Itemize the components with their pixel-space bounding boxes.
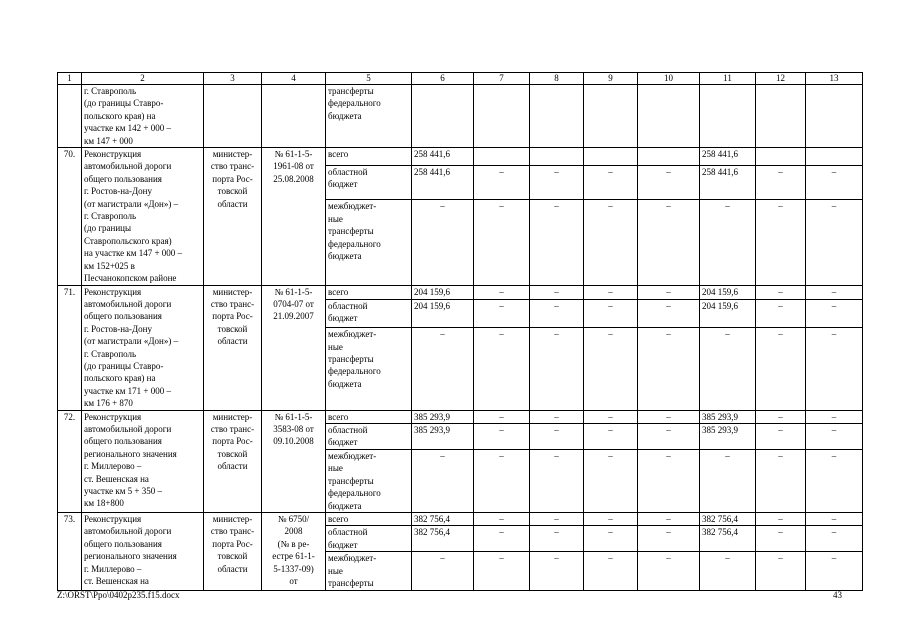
funding-source: всего	[326, 148, 412, 166]
amount-cell: –	[474, 285, 530, 300]
expertise-doc: № 61-1-5- 1961-08 от 25.08.2008	[262, 148, 326, 285]
amount-cell: –	[474, 300, 530, 328]
customer: министер- ство транс- порта Рос- товской области	[204, 285, 262, 410]
amount-cell: –	[584, 526, 638, 552]
column-header: 12	[756, 73, 806, 85]
column-header: 13	[806, 73, 863, 85]
funding-source: областной бюджет	[326, 526, 412, 552]
amount-cell: –	[806, 165, 863, 200]
funding-source: областной бюджет	[326, 423, 412, 449]
row-number: 73.	[58, 513, 82, 591]
amount-cell: –	[638, 410, 700, 423]
amount-cell: –	[474, 513, 530, 526]
amount-cell: –	[530, 526, 584, 552]
amount-cell: –	[756, 328, 806, 410]
amount-cell: –	[474, 526, 530, 552]
column-header: 9	[584, 73, 638, 85]
amount-cell: –	[756, 526, 806, 552]
amount-cell: –	[412, 552, 474, 591]
amount-cell: –	[638, 552, 700, 591]
amount-cell: –	[638, 513, 700, 526]
amount-cell: –	[756, 449, 806, 512]
expertise-doc: № 61-1-5- 0704-07 от 21.09.2007	[262, 285, 326, 410]
amount-cell: –	[806, 552, 863, 591]
table-row	[58, 513, 863, 526]
amount-cell: 385 293,9	[700, 423, 756, 449]
funding-source: межбюджет- ные трансферты федерального бюджета	[326, 328, 412, 410]
amount-cell: –	[756, 200, 806, 285]
amount-cell: –	[530, 513, 584, 526]
column-header: 4	[262, 73, 326, 85]
amount-cell: –	[806, 423, 863, 449]
column-header: 3	[204, 73, 262, 85]
amount-cell: –	[756, 513, 806, 526]
amount-cell: –	[412, 200, 474, 285]
amount-cell: –	[584, 328, 638, 410]
amount-cell: –	[474, 165, 530, 200]
amount-cell: 382 756,4	[700, 526, 756, 552]
amount-cell: 204 159,6	[412, 285, 474, 300]
object-name: Реконструкция автомобильной дороги общего пользования г. Ростов-на-Дону (от магистрали «Дон») – г. Ставрополь (до границы Ставропольского края) на участке км 147 + 000 – км 152+025 в Песчанокопском районе	[82, 148, 204, 285]
column-header: 6	[412, 73, 474, 85]
table-row	[58, 85, 863, 148]
amount-cell: –	[756, 552, 806, 591]
amount-cell: –	[700, 552, 756, 591]
funding-source: областной бюджет	[326, 300, 412, 328]
amount-cell: 204 159,6	[412, 300, 474, 328]
amount-cell: –	[638, 328, 700, 410]
amount-cell: –	[806, 328, 863, 410]
funding-source: трансферты федерального бюджета	[326, 85, 412, 148]
funding-source: всего	[326, 285, 412, 300]
amount-cell: –	[638, 165, 700, 200]
amount-cell: 385 293,9	[412, 423, 474, 449]
amount-cell: –	[806, 200, 863, 285]
customer: министер- ство транс- порта Рос- товской области	[204, 513, 262, 591]
object-name: Реконструкция автомобильной дороги общего пользования регионального значения г. Миллерово – ст. Вешенская на	[82, 513, 204, 591]
amount-cell: 258 441,6	[412, 148, 474, 166]
header-row	[58, 73, 863, 85]
amount-cell: –	[638, 449, 700, 512]
amount-cell: –	[584, 165, 638, 200]
amount-cell: –	[584, 200, 638, 285]
object-name: Реконструкция автомобильной дороги общего пользования г. Ростов-на-Дону (от магистрали «Дон») – г. Ставрополь (до границы Ставро- польского края) на участке км 171 + 000 – км 176 + 870	[82, 285, 204, 410]
amount-cell: –	[584, 449, 638, 512]
amount-cell: 382 756,4	[700, 513, 756, 526]
amount-cell: –	[806, 300, 863, 328]
amount-cell: 385 293,9	[412, 410, 474, 423]
amount-cell: 382 756,4	[412, 513, 474, 526]
amount-cell: –	[806, 526, 863, 552]
amount-cell: –	[530, 200, 584, 285]
amount-cell: –	[530, 552, 584, 591]
amount-cell: –	[412, 328, 474, 410]
amount-cell: –	[530, 285, 584, 300]
funding-source: всего	[326, 513, 412, 526]
funding-source: областной бюджет	[326, 165, 412, 200]
column-header: 11	[700, 73, 756, 85]
amount-cell: –	[584, 300, 638, 328]
funding-source: межбюджет- ные трансферты федерального бюджета	[326, 200, 412, 285]
amount-cell: 204 159,6	[700, 300, 756, 328]
amount-cell: –	[806, 285, 863, 300]
amount-cell: –	[530, 423, 584, 449]
amount-cell: –	[584, 513, 638, 526]
column-header: 7	[474, 73, 530, 85]
amount-cell: –	[530, 300, 584, 328]
amount-cell: –	[700, 200, 756, 285]
amount-cell: –	[756, 423, 806, 449]
amount-cell: 258 441,6	[700, 148, 756, 166]
table-row	[58, 285, 863, 300]
amount-cell: 204 159,6	[700, 285, 756, 300]
amount-cell: –	[806, 449, 863, 512]
column-header: 10	[638, 73, 700, 85]
row-number: 70.	[58, 148, 82, 285]
amount-cell: –	[638, 423, 700, 449]
table-row	[58, 148, 863, 166]
amount-cell	[584, 148, 638, 166]
amount-cell: –	[474, 552, 530, 591]
amount-cell: –	[806, 513, 863, 526]
amount-cell	[756, 148, 806, 166]
funding-source: межбюджет- ные трансферты федерального бюджета	[326, 449, 412, 512]
amount-cell	[530, 148, 584, 166]
table-row	[58, 410, 863, 423]
amount-cell: –	[474, 200, 530, 285]
object-name: г. Ставрополь (до границы Ставро- польского края) на участке км 142 + 000 – км 147 + 000	[82, 85, 204, 148]
amount-cell: –	[756, 165, 806, 200]
amount-cell: 258 441,6	[700, 165, 756, 200]
amount-cell: –	[584, 410, 638, 423]
amount-cell	[806, 148, 863, 166]
page-number: 43	[833, 590, 842, 600]
column-header: 5	[326, 73, 412, 85]
amount-cell: –	[756, 285, 806, 300]
funding-source: всего	[326, 410, 412, 423]
amount-cell: –	[412, 449, 474, 512]
amount-cell: 258 441,6	[412, 165, 474, 200]
file-path: Z:\ORST\Ppo\0402p235.f15.docx	[57, 590, 180, 600]
row-number: 72.	[58, 410, 82, 512]
customer: министер- ство транс- порта Рос- товской области	[204, 148, 262, 285]
customer: министер- ство транс- порта Рос- товской области	[204, 410, 262, 512]
amount-cell: –	[530, 410, 584, 423]
amount-cell: –	[806, 410, 863, 423]
amount-cell: –	[700, 449, 756, 512]
amount-cell: –	[756, 410, 806, 423]
column-header: 8	[530, 73, 584, 85]
object-name: Реконструкция автомобильной дороги общего пользования регионального значения г. Миллерово – ст. Вешенская на участке км 5 + 350 – км 18+800	[82, 410, 204, 512]
amount-cell: –	[474, 328, 530, 410]
budget-table	[57, 72, 863, 591]
expertise-doc: № 6750/ 2008 (№ в ре- естре 61-1- 5-1337-09) от	[262, 513, 326, 591]
amount-cell: –	[638, 285, 700, 300]
amount-cell: –	[474, 449, 530, 512]
amount-cell: –	[584, 423, 638, 449]
row-number: 71.	[58, 285, 82, 410]
amount-cell: –	[474, 423, 530, 449]
amount-cell: –	[530, 328, 584, 410]
column-header: 1	[58, 73, 82, 85]
amount-cell: –	[530, 449, 584, 512]
amount-cell	[638, 148, 700, 166]
amount-cell: –	[584, 285, 638, 300]
amount-cell: –	[638, 526, 700, 552]
amount-cell	[474, 148, 530, 166]
amount-cell: –	[584, 552, 638, 591]
amount-cell: –	[638, 200, 700, 285]
amount-cell: –	[756, 300, 806, 328]
expertise-doc: № 61-1-5- 3583-08 от 09.10.2008	[262, 410, 326, 512]
amount-cell: –	[474, 410, 530, 423]
funding-source: межбюджет- ные трансферты	[326, 552, 412, 591]
amount-cell: 382 756,4	[412, 526, 474, 552]
amount-cell: 385 293,9	[700, 410, 756, 423]
amount-cell: –	[638, 300, 700, 328]
amount-cell: –	[700, 328, 756, 410]
column-header: 2	[82, 73, 204, 85]
amount-cell: –	[530, 165, 584, 200]
